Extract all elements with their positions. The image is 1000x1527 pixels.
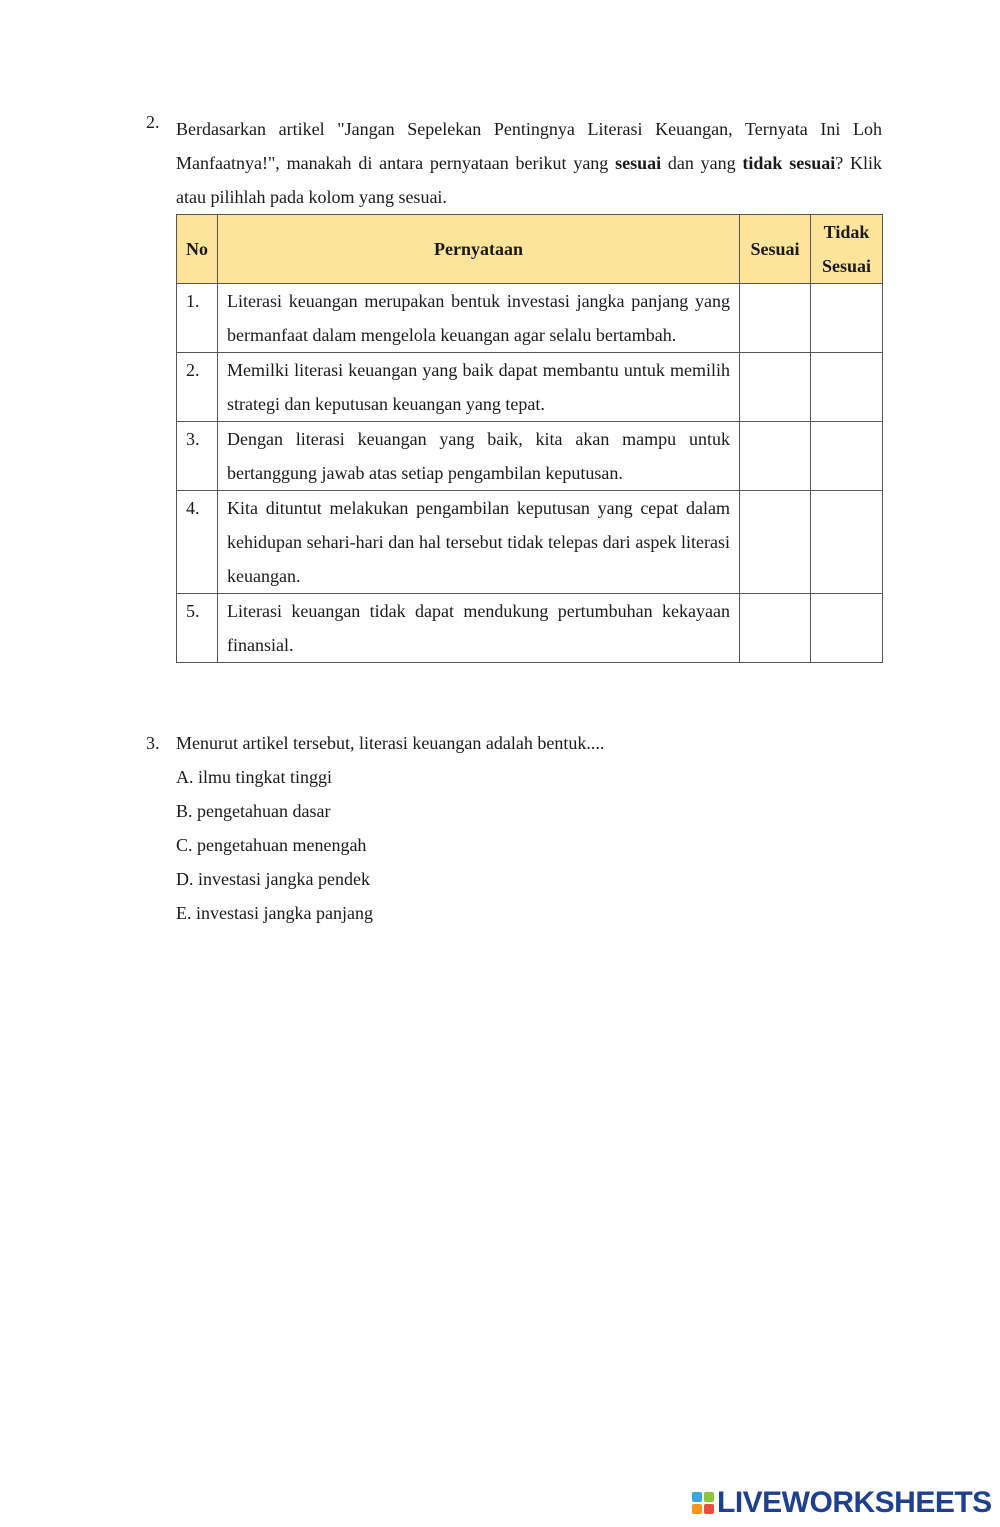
logo-text: LIVEWORKSHEETS: [717, 1486, 992, 1519]
row-statement: Literasi keuangan merupakan bentuk investasi jangka panjang yang bermanfaat dalam mengelola keuangan agar selalu bertambah.: [218, 284, 740, 353]
option-a[interactable]: A. ilmu tingkat tinggi: [176, 767, 332, 787]
option-d[interactable]: D. investasi jangka pendek: [176, 869, 370, 889]
prompt-text: dan yang: [661, 153, 743, 173]
answer-sesuai-cell[interactable]: [740, 491, 811, 594]
answer-tidak-sesuai-cell[interactable]: [811, 284, 883, 353]
prompt-bold-sesuai: sesuai: [615, 153, 662, 173]
option-b[interactable]: B. pengetahuan dasar: [176, 801, 331, 821]
row-statement: Dengan literasi keuangan yang baik, kita akan mampu untuk bertanggung jawab atas setiap pengambilan keputusan.: [218, 422, 740, 491]
option-c[interactable]: C. pengetahuan menengah: [176, 835, 367, 855]
answer-tidak-sesuai-cell[interactable]: [811, 422, 883, 491]
question-number: 3.: [146, 733, 160, 753]
header-tidak-sesuai: Tidak Sesuai: [811, 215, 883, 284]
answer-tidak-sesuai-cell[interactable]: [811, 491, 883, 594]
table-row: [177, 422, 883, 491]
question-3: [146, 726, 882, 930]
row-number: 5.: [177, 594, 218, 663]
question-prompt: Menurut artikel tersebut, literasi keuangan adalah bentuk....: [176, 733, 605, 753]
question-prompt: [176, 112, 882, 214]
header-no: No: [177, 215, 218, 284]
prompt-text: ? Klik atau pilihlah pada kolom yang sesuai.: [176, 153, 882, 207]
liveworksheets-logo: [692, 1486, 992, 1520]
table-row: [177, 353, 883, 422]
row-number: 1.: [177, 284, 218, 353]
table-row: [177, 284, 883, 353]
answer-sesuai-cell[interactable]: [740, 422, 811, 491]
answer-sesuai-cell[interactable]: [740, 284, 811, 353]
header-statement: Pernyataan: [218, 215, 740, 284]
row-number: 3.: [177, 422, 218, 491]
row-number: 2.: [177, 353, 218, 422]
statement-table: [176, 214, 883, 663]
header-sesuai: Sesuai: [740, 215, 811, 284]
answer-tidak-sesuai-cell[interactable]: [811, 353, 883, 422]
logo-grid-icon: [692, 1492, 714, 1514]
answer-sesuai-cell[interactable]: [740, 594, 811, 663]
row-statement: Literasi keuangan tidak dapat mendukung pertumbuhan kekayaan finansial.: [218, 594, 740, 663]
row-statement: Memilki literasi keuangan yang baik dapat membantu untuk memilih strategi dan keputusan keuangan yang tepat.: [218, 353, 740, 422]
table-row: [177, 594, 883, 663]
option-e[interactable]: E. investasi jangka panjang: [176, 903, 373, 923]
question-2: [146, 112, 882, 663]
question-number: 2.: [146, 112, 160, 132]
answer-sesuai-cell[interactable]: [740, 353, 811, 422]
prompt-bold-tidak-sesuai: tidak sesuai: [742, 153, 836, 173]
answer-tidak-sesuai-cell[interactable]: [811, 594, 883, 663]
prompt-text: Berdasarkan artikel "Jangan Sepelekan Pentingnya Literasi Keuangan, Ternyata Ini Loh Manfaatnya!", manakah di antara pernyataan berikut yang: [176, 119, 882, 173]
row-number: 4.: [177, 491, 218, 594]
row-statement: Kita dituntut melakukan pengambilan keputusan yang cepat dalam kehidupan sehari-hari dan hal tersebut tidak telepas dari aspek literasi keuangan.: [218, 491, 740, 594]
table-row: [177, 491, 883, 594]
table-header-row: [177, 215, 883, 284]
